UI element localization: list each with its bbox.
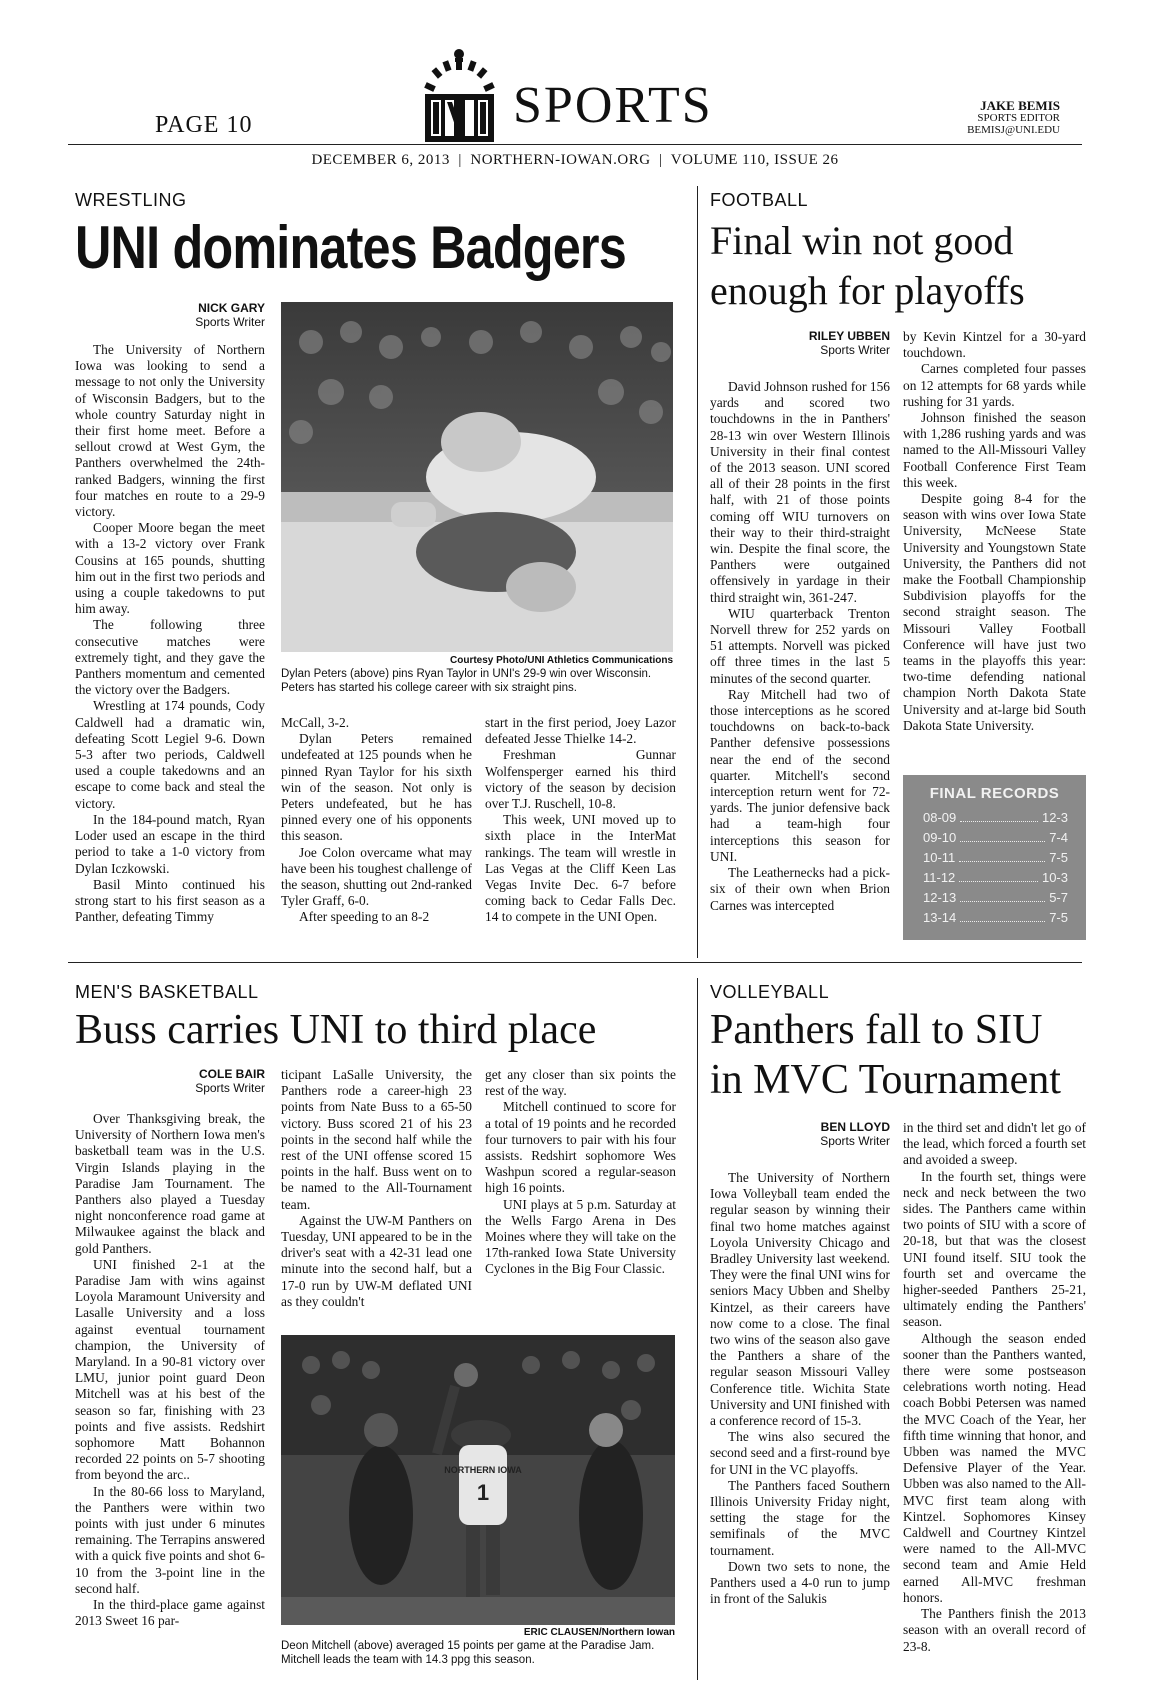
basketball-byline: [150, 1067, 265, 1095]
football-byline: [780, 329, 890, 357]
football-label: FOOTBALL: [710, 190, 809, 210]
basketball-label: MEN'S BASKETBALL: [75, 982, 259, 1002]
basketball-column-2: [281, 1067, 472, 1327]
basketball-photo: [281, 1335, 675, 1625]
leader-dots: [959, 850, 1045, 862]
paragraph: Freshman Gunnar Wolfensperger earned his third victory of the season by decision over T.J. Ruschell, 10-8.: [485, 747, 676, 812]
record-season: 09-10: [923, 830, 957, 845]
paragraph: Ray Mitchell had two of those interceptions as he scored touchdowns on back-to-back Panther defensive possessions near the end of the second quarter. Mitchell's second interception return went for 72-yards. The junior defensive back had a team-high four interceptions this season for UNI.: [710, 686, 890, 864]
column-divider-top: [697, 186, 698, 958]
editor-email: BEMISJ@UNI.EDU: [967, 124, 1060, 136]
paragraph: In the 80-66 loss to Maryland, the Panthers were within two points with just under 6 minutes remaining. The Terrapins answered with a quick five points and shot 6-10 from the 3-point line in the second half.: [75, 1483, 265, 1596]
record-season: 08-09: [923, 810, 957, 825]
page-number: PAGE 10: [155, 112, 253, 138]
wrestling-column-1: [75, 342, 265, 944]
paragraph: In the fourth set, things were neck and neck between the two sides. The Panthers came within two points of SIU with a score of 20-18, but that was the closest UNI found itself. SIU took the fourth set and overcame the higher-seeded Panthers 25-21, ultimately ending the Panthers' season.: [903, 1168, 1086, 1330]
record-value: 10-3: [1041, 870, 1068, 885]
record-value: 7-5: [1049, 910, 1068, 925]
wrestling-byline: [150, 301, 265, 329]
volleyball-label: VOLLEYBALL: [710, 982, 830, 1002]
paragraph: ticipant LaSalle University, the Panthers rode a career-high 23 points from Nate Buss to a 65-50 victory. Buss scored 21 of his 23 points in the second half while the rest of the UNI offense scored 15 points in the half. Buss went on to be named to the All-Tournament team.: [281, 1067, 472, 1212]
paragraph: Over Thanksgiving break, the University of Northern Iowa men's basketball team was in the U.S. Virgin Islands playing in the Paradise Jam Tournament. The Panthers also played a Tuesday night nonconference road game at Milwaukee against the black and gold Panthers.: [75, 1111, 265, 1256]
paragraph: Johnson finished the season with 1,286 rushing yards and was named to the All-Missouri Valley Football Conference First Team this week.: [903, 410, 1086, 490]
byline-title: Sports Writer: [820, 343, 890, 357]
record-season: 10-11: [923, 850, 956, 865]
paragraph: The following three consecutive matches were extremely tight, and they gave the Panthers momentum and cemented the victory over the Badgers.: [75, 617, 265, 698]
wrestling-label: WRESTLING: [75, 190, 187, 210]
headline-line: Final win not good: [710, 218, 1014, 263]
record-row: [903, 868, 1086, 888]
paragraph: The University of Northern Iowa was looking to send a message to not only the University of Wisconsin Badgers, but to the whole country Saturday night in their first home meet. Before a sellout crowd at West Gym, the Panthers overwhelmed the 24th-ranked Badgers, winning the first four matches en route to a 29-9 victory.: [75, 342, 265, 520]
paragraph: The Leathernecks had a pick-six of their own when Brion Carnes was intercepted: [710, 865, 890, 913]
paragraph: Joe Colon overcame what may have been his toughest challenge of the season, shutting out 2nd-ranked Tyler Graff, 6-0.: [281, 844, 472, 909]
record-row: [903, 828, 1086, 848]
wrestling-photo-credit: Courtesy Photo/UNI Athletics Communications: [450, 655, 673, 666]
records-title: FINAL RECORDS: [929, 785, 1060, 802]
volleyball-headline: [710, 1005, 1090, 1105]
football-column-1: [710, 379, 890, 945]
byline-title: Sports Writer: [195, 1081, 265, 1095]
headline-line: in MVC Tournament: [710, 1057, 1061, 1103]
wrestling-caption: Dylan Peters (above) pins Ryan Taylor in UNI's 29-9 win over Wisconsin. Peters has started his college career with six straight pins.: [281, 668, 652, 694]
paragraph: The Panthers faced Southern Illinois University Friday night, setting the stage for the semifinals of the MVC tournament.: [710, 1477, 890, 1558]
record-value: 7-5: [1049, 850, 1068, 865]
paragraph: Against the UW-M Panthers on Tuesday, UNI appeared to be in the driver's seat with a 42-31 lead one minute into the second half, but a 17-0 run by UW-M deflated UNI as they couldn't: [281, 1212, 472, 1309]
wrestling-column-3: [485, 715, 676, 945]
paragraph: by Kevin Kintzel for a 30-yard touchdown.: [903, 329, 1086, 361]
leader-dots: [960, 830, 1045, 842]
record-value: 5-7: [1049, 890, 1068, 905]
editor-credit: [967, 100, 1060, 136]
paragraph: The wins also secured the second seed and a first-round bye for UNI in the VC playoffs.: [710, 1429, 890, 1477]
paragraph: UNI finished 2-1 at the Paradise Jam with wins against Loyola Maramount University and Lasalle University and a loss against eventual tournament champion, the University of Maryland. In a 90-81 victory over LMU, junior point guard Deon Mitchell was at his best of the season so far, finishing with 23 points and five assists. Redshirt sophomore Matt Bohannon recorded 22 points on 5-7 shooting from beyond the arc..: [75, 1256, 265, 1483]
paragraph: start in the first period, Joey Lazor defeated Jesse Thielke 14-2.: [485, 715, 676, 747]
basketball-column-1: [75, 1111, 265, 1679]
wrestling-photo: [281, 302, 673, 652]
record-row: [903, 808, 1086, 828]
football-column-2: [903, 329, 1086, 769]
headline-line: enough for playoffs: [710, 268, 1025, 313]
basketball-column-3: [485, 1067, 676, 1327]
column-divider-bottom: [697, 978, 698, 1680]
paragraph: After speeding to an 8-2: [299, 909, 430, 925]
final-records-box: [903, 775, 1086, 940]
leader-dots: [960, 810, 1038, 822]
record-value: 7-4: [1049, 830, 1068, 845]
paragraph: McCall, 3-2.: [281, 715, 350, 730]
paragraph: Mitchell continued to score for a total of 19 points and he recorded four turnovers to pair with his four assists. Redshirt sophomore Wes Washpun scored a regular-season high 16 points.: [485, 1099, 676, 1196]
jersey-number: 1: [476, 1480, 490, 1505]
record-row: [903, 888, 1086, 908]
volleyball-column-2: [903, 1120, 1086, 1680]
record-row: [903, 908, 1086, 928]
section-title: SPORTS: [513, 77, 713, 134]
football-headline: [710, 216, 1090, 316]
byline-name: NICK GARY: [198, 301, 265, 315]
paragraph: Wrestling at 174 pounds, Cody Caldwell had a dramatic win, defeating Scott Legiel 9-6. Down 5-3 after two periods, Caldwell used a couple takedowns and an escape to come back and steal the victory.: [75, 698, 265, 811]
wrestling-column-2: [281, 715, 472, 945]
paragraph: get any closer than six points the rest of the way.: [485, 1067, 676, 1099]
basketball-headline: Buss carries UNI to third place: [75, 1007, 597, 1053]
section-divider: [68, 962, 1082, 963]
paragraph: The Panthers finish the 2013 season with an overall record of 23-8.: [903, 1606, 1086, 1654]
leader-dots: [959, 870, 1038, 882]
paragraph: The University of Northern Iowa Volleyball team ended the regular season by winning their final two home matches against Loyola University Chicago and Bradley University last weekend. They were the final UNI wins for seniors Macy Ubben and Shelby Kintzel, as their careers have now come to a close. The final two wins of the season also gave the Panthers a share of the regular season Missouri Valley Conference title. Wichita State University and UNI finished with a conference record of 15-3.: [710, 1170, 890, 1429]
paragraph: David Johnson rushed for 156 yards and scored two touchdowns in the in Panthers' 28-13 win over Western Illinois University in their final contest of the 2013 season. UNI scored all of their 28 points in the first half, with 21 of those points coming off WIU turnovers on their way to their third-straight win. Despite the final score, the Panthers were outgained offensively in yardage in their third straight win, 361-247.: [710, 379, 890, 605]
uni-logo: [422, 48, 497, 144]
paragraph: Dylan Peters remained undefeated at 125 pounds when he pinned Ryan Taylor for his sixth win of the season. Not only is Peters undefeated, but he has pinned every one of his opponents this season.: [281, 731, 472, 844]
record-value: 12-3: [1041, 810, 1068, 825]
jersey-text: NORTHERN IOWA: [444, 1465, 522, 1475]
byline-title: Sports Writer: [820, 1134, 890, 1148]
leader-dots: [960, 910, 1045, 922]
paragraph: Down two sets to none, the Panthers used a 4-0 run to jump in front of the Salukis: [710, 1558, 890, 1607]
editor-title: SPORTS EDITOR: [977, 112, 1060, 124]
byline-title: Sports Writer: [195, 315, 265, 329]
paragraph: This week, UNI moved up to sixth place in the InterMat rankings. The team will wrestle in Las Vegas at the Cliff Keen Las Vegas Invite Dec. 6-7 before coming back to Cedar Falls Dec. 14 to compete in the UNI Open.: [485, 812, 676, 925]
editor-name: JAKE BEMIS: [980, 98, 1060, 113]
volleyball-column-1: [710, 1170, 890, 1680]
record-season: 11-12: [923, 870, 956, 885]
paragraph: In the 184-pound match, Ryan Loder used an escape in the third period to take a 1-0 victory from Dylan Iczkowski.: [75, 811, 265, 876]
masthead-rule: [68, 144, 1082, 145]
paragraph: Despite going 8-4 for the season with wins over Iowa State University, McNeese State University and Youngstown State University, the Panthers did not make the Football Championship Subdivision playoffs for the second straight season. The Missouri Valley Football Conference will have just two teams in the playoffs this year: two-time defending national champion North Dakota State University and at-large bid South Dakota State University.: [903, 491, 1086, 733]
leader-dots: [960, 890, 1045, 902]
wrestling-headline: UNI dominates Badgers: [75, 214, 626, 281]
paragraph: Carnes completed four passes on 12 attempts for 68 yards while rushing for 31 yards.: [903, 361, 1086, 409]
volleyball-byline: [780, 1120, 890, 1148]
paragraph: WIU quarterback Trenton Norvell threw for 252 yards on 51 attempts. Norvell was picked off three times in the last 5 minutes of the second quarter.: [710, 605, 890, 686]
paragraph: UNI plays at 5 p.m. Saturday at the Wells Fargo Arena in Des Moines where they will take on the 17th-ranked Iowa State University Cyclones in the Big Four Classic.: [485, 1196, 676, 1277]
record-season: 13-14: [923, 910, 957, 925]
paragraph: Basil Minto continued his strong start to his first season as a Panther, defeating Timmy: [75, 876, 265, 925]
record-season: 12-13: [923, 890, 957, 905]
paragraph: In the third-place game against 2013 Sweet 16 par-: [75, 1597, 265, 1629]
records-list: [903, 808, 1086, 928]
paragraph: Although the season ended sooner than the Panthers wanted, there were some postseason celebrations worth noting. Head coach Bobbi Petersen was named the MVC Coach of the Year, her fifth time winning that honor, and Ubben was named the MVC Defensive Player of the Year. Ubben was also named to the All-MVC first team along with Kintzel. Sophomores Kinsey Caldwell and Courtney Kintzel were named to the All-MVC second team and Amie Held earned All-MVC freshman honors.: [903, 1330, 1086, 1605]
paragraph: Cooper Moore began the meet with a 13-2 victory over Frank Cousins at 165 pounds, shutting him out in the first two periods and using a couple takedowns to put him away.: [75, 520, 265, 617]
byline-name: COLE BAIR: [199, 1067, 265, 1081]
paragraph: in the third set and didn't let go of the lead, which forced a fourth set and avoided a sweep.: [903, 1120, 1086, 1168]
dateline: DECEMBER 6, 2013 | NORTHERN-IOWAN.ORG | VOLUME 110, ISSUE 26: [311, 152, 839, 168]
basketball-caption: Deon Mitchell (above) averaged 15 points per game at the Paradise Jam. Mitchell leads the team with 14.3 ppg this season.: [281, 1640, 655, 1666]
record-row: [903, 848, 1086, 868]
byline-name: BEN LLOYD: [820, 1120, 890, 1134]
byline-name: RILEY UBBEN: [808, 329, 890, 343]
basketball-photo-credit: ERIC CLAUSEN/Northern Iowan: [523, 1627, 675, 1638]
headline-line: Panthers fall to SIU: [710, 1007, 1043, 1053]
